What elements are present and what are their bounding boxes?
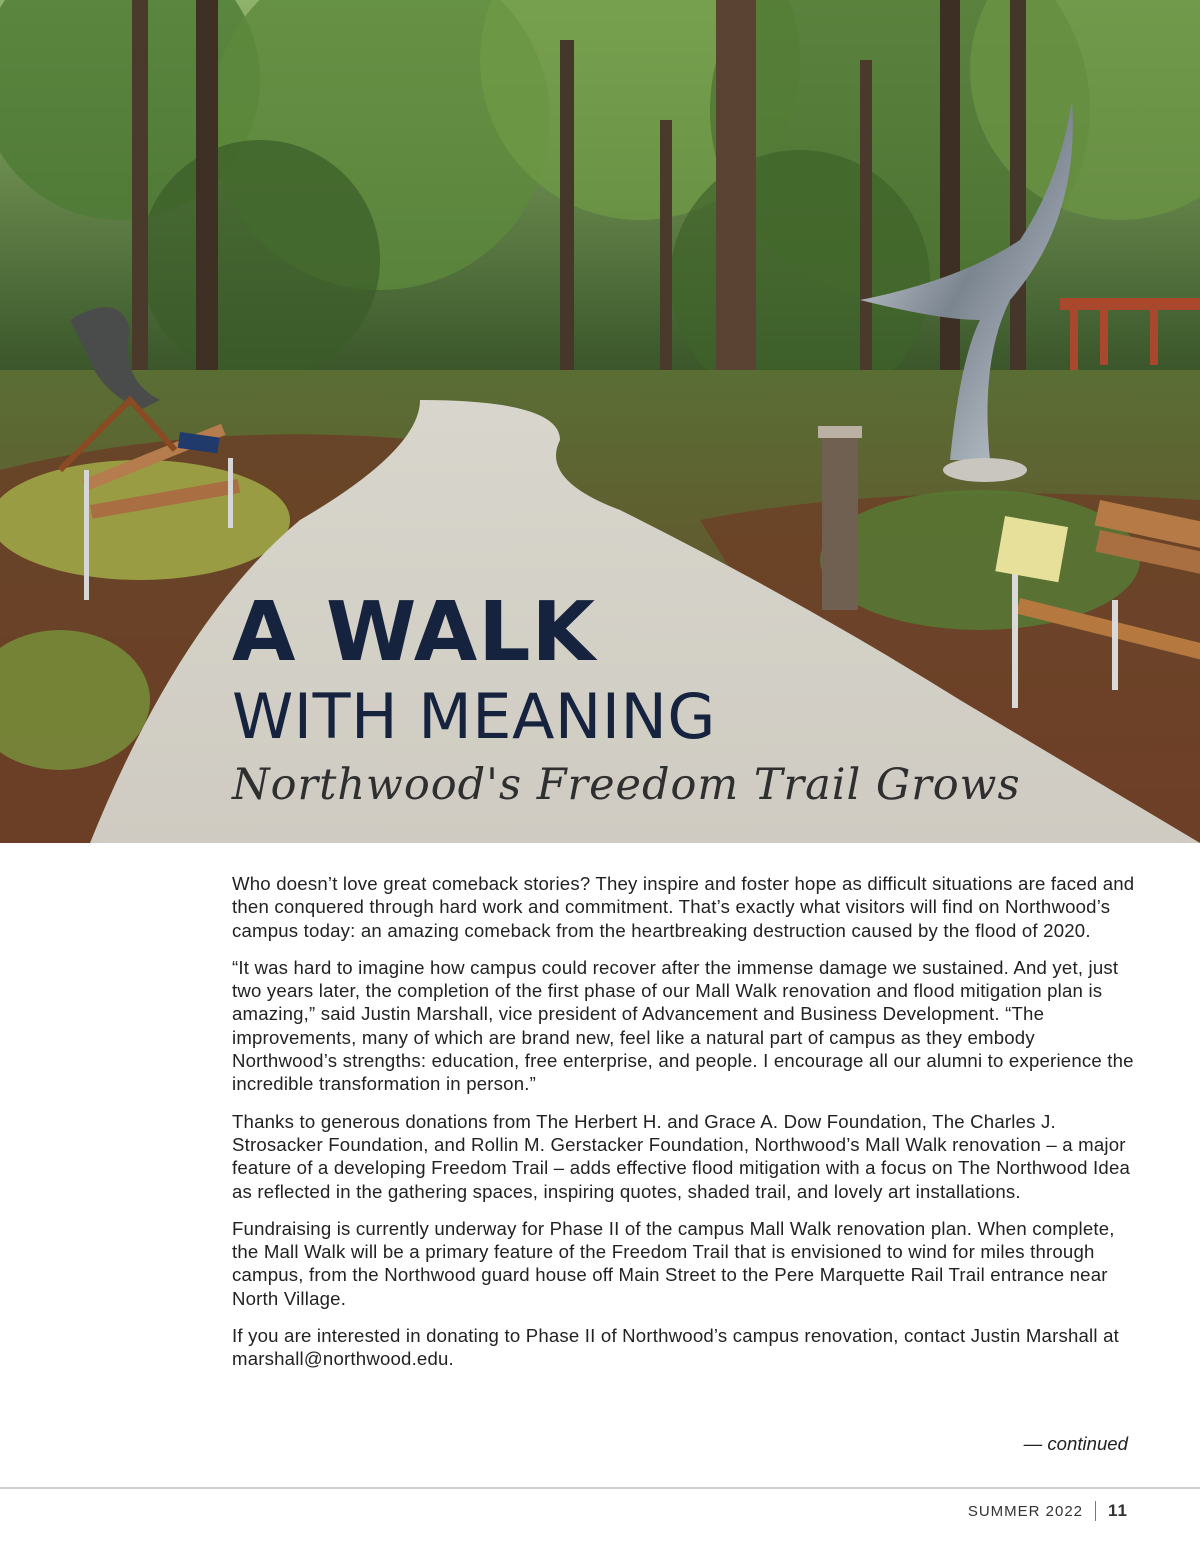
paragraph: “It was hard to imagine how campus could recover after the immense damage we sustained. And yet, just two years later, the completion of the first phase of our Mall Walk renovation and flood mitigation plan is amazing,” said Justin Marshall, vice president of Advancement and Business Development. “The improvements, many of which are brand new, feel like a natural part of campus as they embody Northwood’s strengths: education, free enterprise, and people. I encourage all our alumni to experience the incredible transformation in person.” — [232, 956, 1134, 1095]
continued-note: — continued — [1023, 1433, 1128, 1454]
paragraph: Thanks to generous donations from The Herbert H. and Grace A. Dow Foundation, The Charles J. Strosacker Foundation, and Rollin M. Gerstacker Foundation, Northwood’s Mall Walk renovation – a major feature of a developing Freedom Trail – adds effective flood mitigation with a focus on The Northwood Idea as reflected in the gathering spaces, inspiring quotes, shaded trail, and lovely art installations. — [232, 1110, 1131, 1202]
issue-label: SUMMER 2022 — [967, 1502, 1084, 1520]
article-headline — [232, 585, 1021, 810]
headline-line-1: A WALK — [232, 585, 597, 680]
page-number: 11 — [1108, 1501, 1128, 1520]
article-body — [232, 872, 1142, 1385]
paragraph: Fundraising is currently underway for Phase II of the campus Mall Walk renovation plan. When complete, the Mall Walk will be a primary feature of the Freedom Trail that is envisioned to wind for miles through campus, from the Northwood guard house off Main Street to the Pere Marquette Rail Trail entrance near North Village. — [232, 1217, 1115, 1309]
paragraph: If you are interested in donating to Phase II of Northwood’s campus renovation, contact Justin Marshall at marshall@northwood.edu. — [232, 1325, 1119, 1370]
headline-subtitle: Northwood's Freedom Trail Grows — [232, 760, 1021, 810]
folio-separator — [1095, 1501, 1096, 1521]
headline-line-2: WITH MEANING — [232, 680, 716, 753]
page-folio — [968, 1501, 1128, 1521]
footer-divider — [0, 1487, 1200, 1489]
paragraph: Who doesn’t love great comeback stories? They inspire and foster hope as difficult situations are faced and then conquered through hard work and commitment. That’s exactly what visitors will find on Northwood’s campus today: an amazing comeback from the heartbreaking destruction caused by the flood of 2020. — [232, 873, 1135, 941]
